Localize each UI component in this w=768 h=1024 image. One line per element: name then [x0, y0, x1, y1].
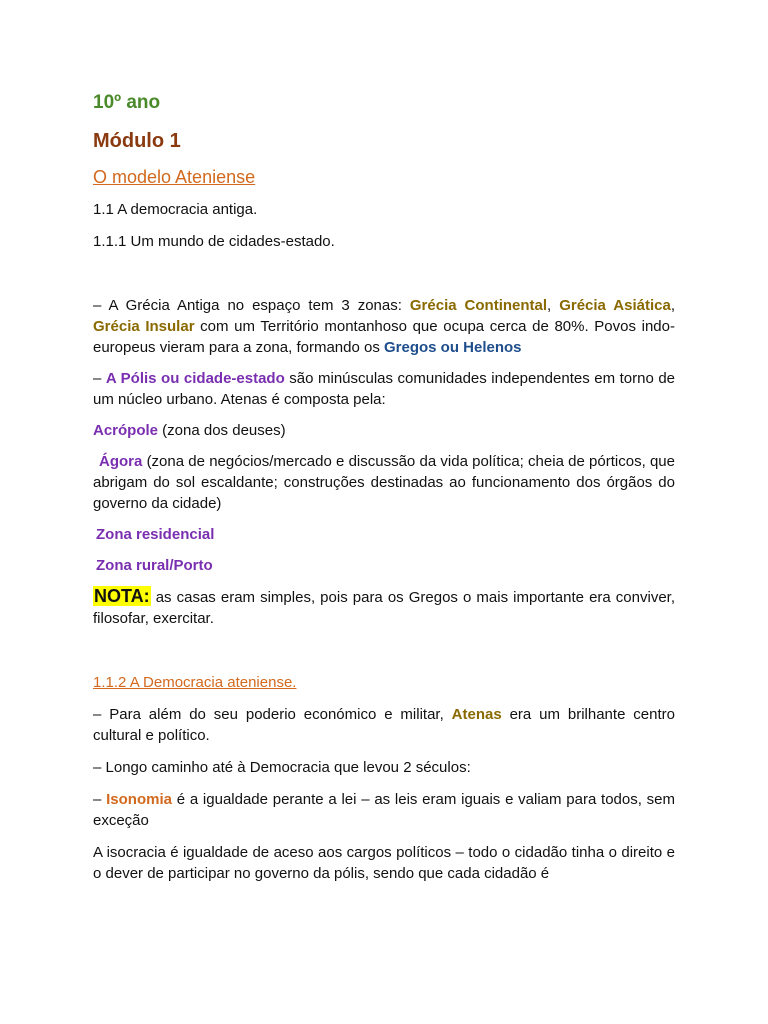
paragraph-nota	[93, 586, 675, 629]
text: é a igualdade perante a lei – as leis eram iguais e valiam para todos, sem exceção	[93, 791, 675, 829]
paragraph-isonomia	[93, 789, 675, 831]
section-1-1-2: 1.1.2 A Democracia ateniense.	[93, 674, 297, 691]
paragraph-agora	[93, 451, 675, 514]
highlight-isonomia: Isonomia	[106, 791, 172, 808]
highlight-grecia-insular: Grécia Insular	[93, 318, 195, 335]
year-heading: 10º ano	[93, 92, 161, 113]
zona-residencial: Zona residencial	[96, 526, 215, 543]
text: ,	[547, 297, 560, 314]
highlight-polis: A Pólis ou cidade-estado	[105, 370, 285, 387]
text: ,	[670, 297, 676, 314]
text: são minúsculas comunidades independentes em torno de um núcleo urbano. Atenas é composta pela:	[93, 370, 676, 408]
highlight-atenas: Atenas	[451, 706, 502, 723]
text: – A Grécia Antiga no espaço tem 3 zonas:	[93, 297, 410, 314]
paragraph-acropole	[93, 420, 675, 441]
zona-rural: Zona rural/Porto	[96, 557, 213, 574]
section-1-1-1: 1.1.1 Um mundo de cidades-estado.	[93, 233, 335, 250]
text: – Para além do seu poderio económico e militar,	[93, 706, 452, 723]
text: –	[93, 370, 106, 387]
section-1-1: 1.1 A democracia antiga.	[93, 201, 258, 218]
highlight-gregos-helenos: Gregos ou Helenos	[384, 339, 522, 356]
text: as casas eram simples, pois para os Gregos o mais importante era conviver, filosofar, exercitar.	[93, 589, 675, 627]
module-heading: Módulo 1	[93, 130, 181, 152]
paragraph-polis	[93, 368, 675, 410]
text: –	[93, 791, 107, 808]
text: com um Território montanhoso que ocupa cerca de 80%. Povos indo-europeus vieram para a zona, formando os	[93, 318, 675, 356]
text: (zona de negócios/mercado e discussão da vida política; cheia de pórticos, que abrigam do sol escaldante; construções destinadas ao funcionamento dos órgãos do governo da cidade)	[93, 453, 675, 512]
paragraph-caminho: – Longo caminho até à Democracia que levou 2 séculos:	[93, 759, 471, 776]
nota-label: NOTA:	[94, 586, 150, 606]
highlight-grecia-asiatica: Grécia Asiática	[559, 297, 671, 314]
section-title: O modelo Ateniense	[93, 167, 256, 187]
text: era um brilhante centro cultural e político.	[93, 706, 675, 744]
text: (zona dos deuses)	[158, 422, 286, 439]
paragraph-atenas	[93, 704, 675, 746]
highlight-acropole: Acrópole	[93, 422, 159, 439]
paragraph-isocracia: A isocracia é igualdade de aceso aos cargos políticos – todo o cidadão tinha o direito e o dever de participar no governo da pólis, sendo que cada cidadão é	[93, 844, 675, 882]
paragraph-grecia	[93, 295, 675, 358]
highlight-agora: Ágora	[99, 453, 143, 470]
highlight-grecia-continental: Grécia Continental	[409, 297, 548, 314]
